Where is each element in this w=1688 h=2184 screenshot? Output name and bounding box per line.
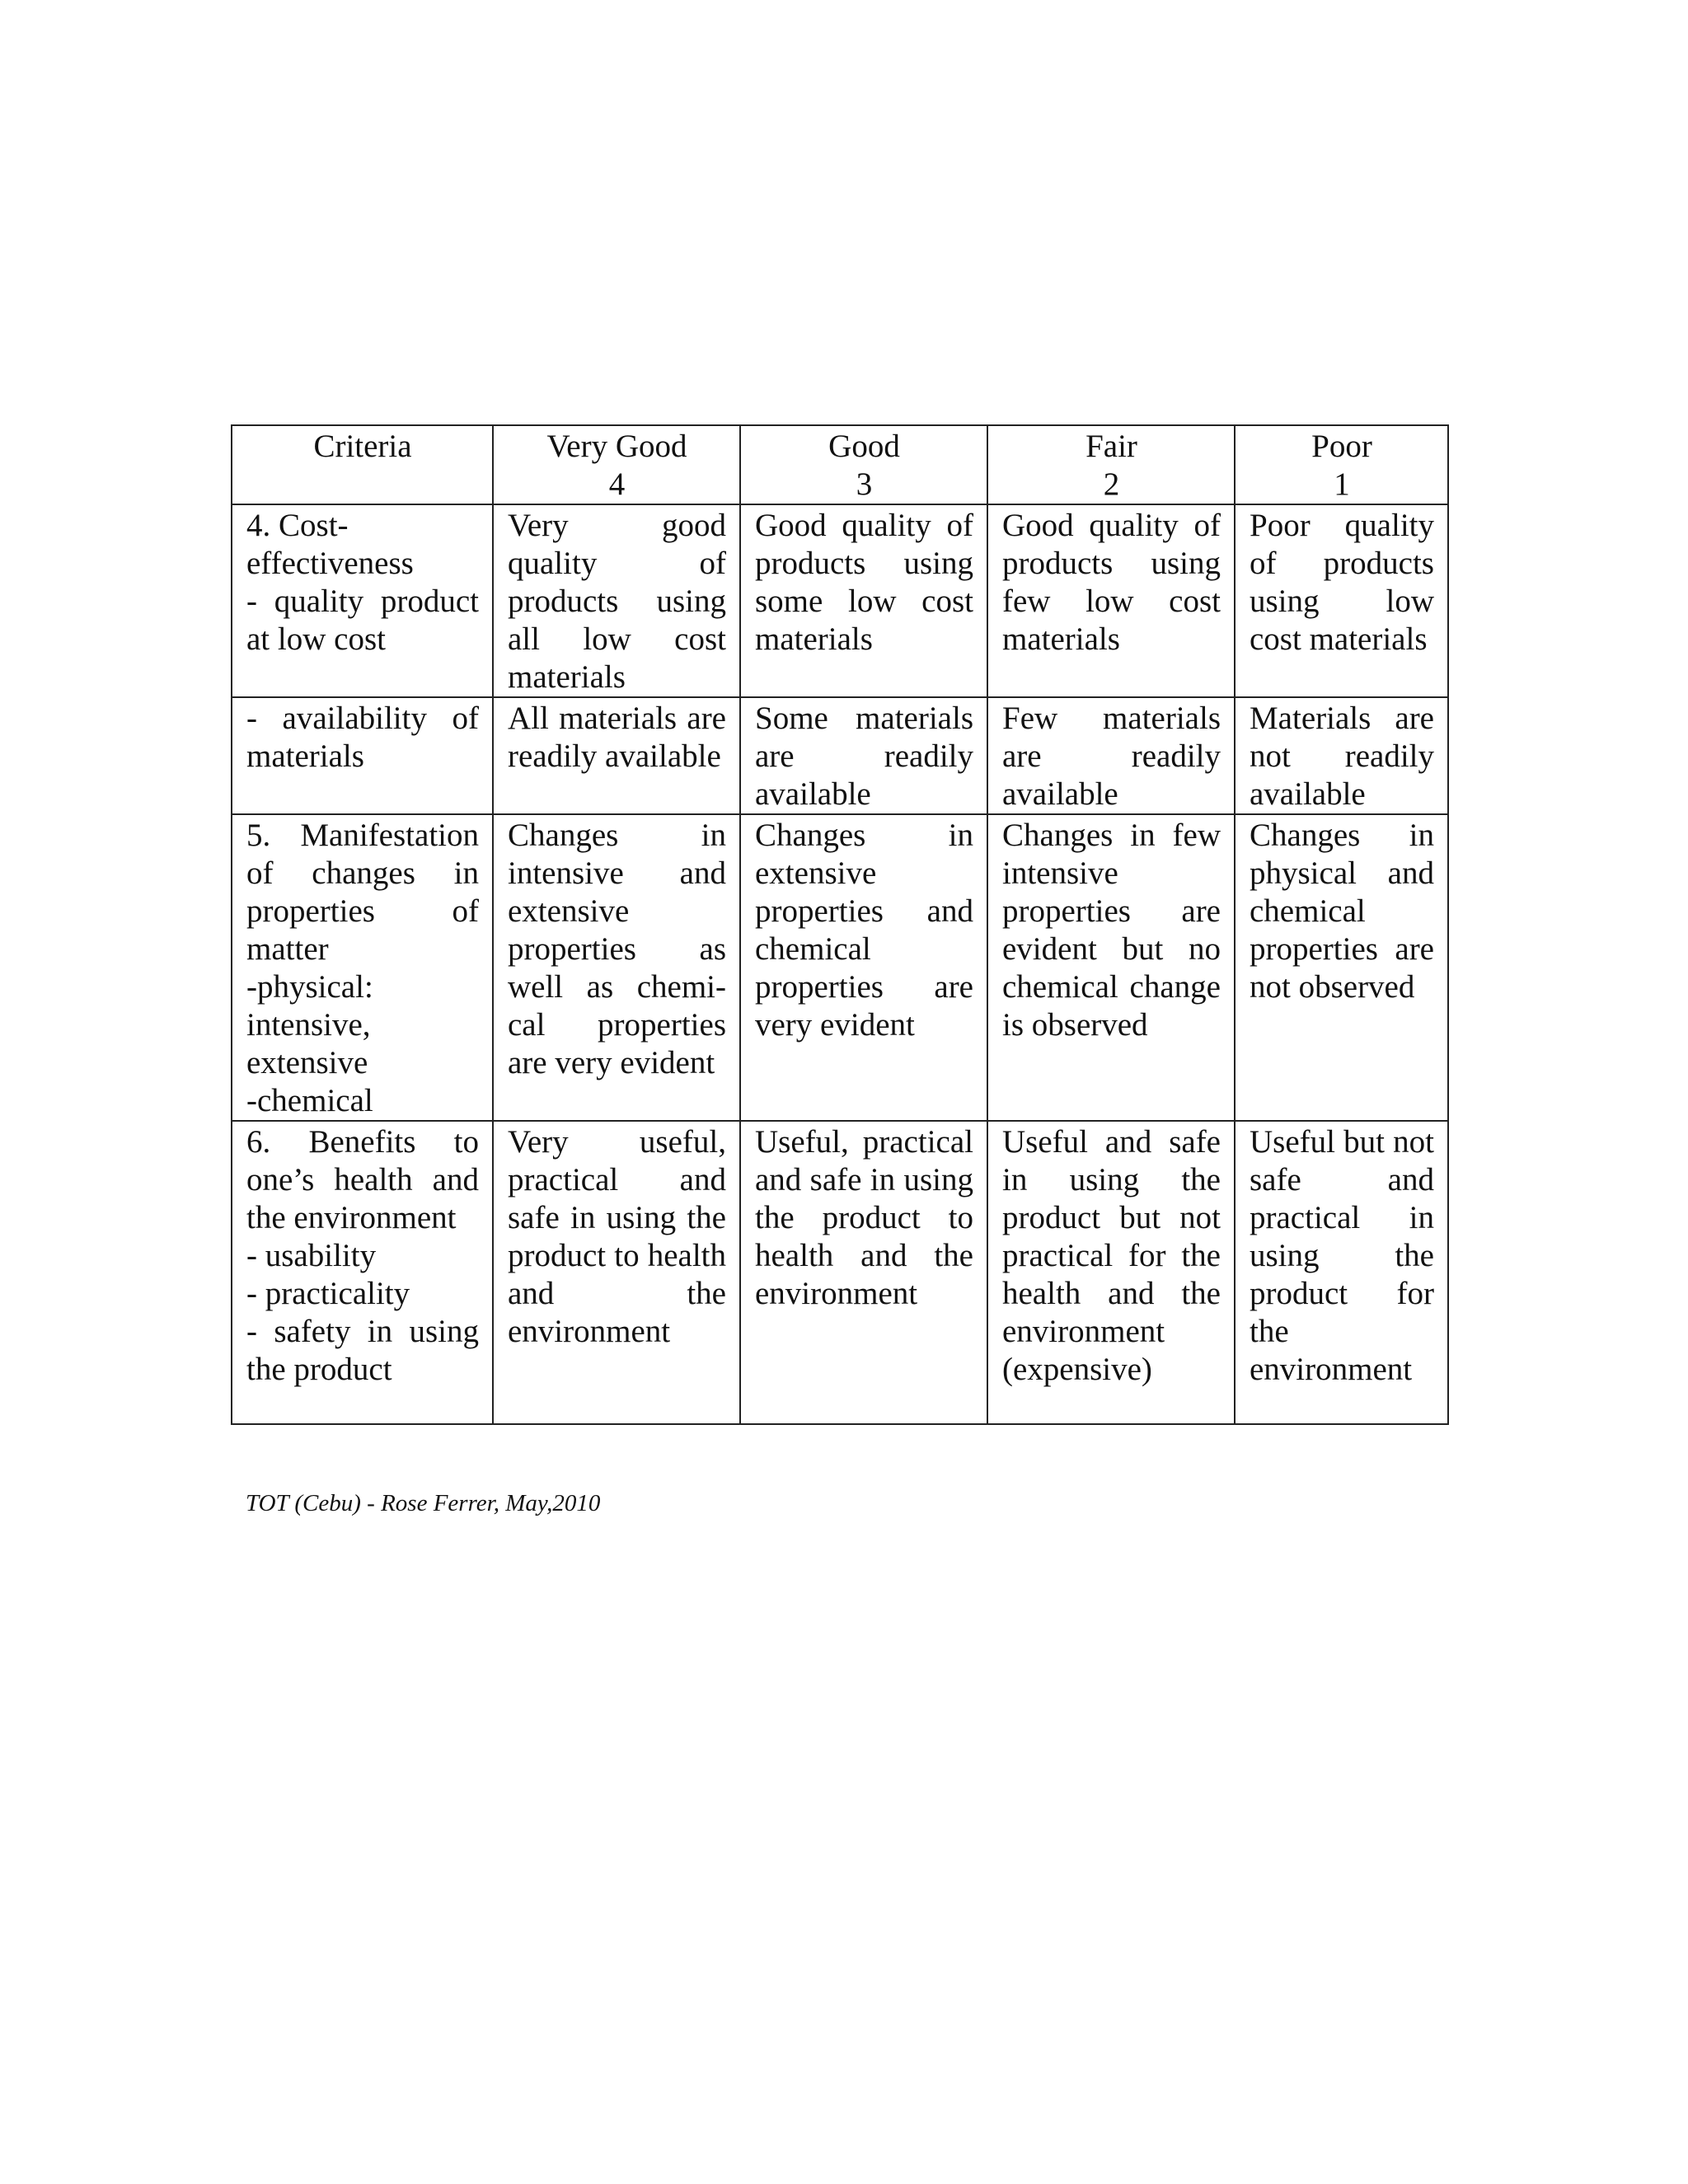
header-label: Poor: [1311, 429, 1372, 464]
header-label: Criteria: [313, 429, 412, 464]
header-poor: [1235, 425, 1448, 504]
header-fair: [987, 425, 1235, 504]
criteria-line: - practicality: [246, 1276, 410, 1311]
criteria-line: 5. Manifestation of changes in properties of matter: [246, 818, 479, 967]
fair-cell: Good quality of products using few low cost materials: [987, 504, 1235, 697]
criteria-line: 4. Cost-: [246, 508, 349, 543]
criteria-cell: [232, 504, 493, 697]
footer-note: TOT (Cebu) - Rose Ferrer, May,2010: [246, 1490, 601, 1516]
good-cell: Useful, practical and safe in using the product to health and the environment: [740, 1121, 987, 1424]
header-label: Very Good: [546, 429, 687, 464]
fair-cell: Useful and safe in using the product but not practical for the health and the environment (expensive): [987, 1121, 1235, 1424]
header-label: Fair: [1085, 429, 1137, 464]
poor-cell: Materials are not readily available: [1235, 697, 1448, 814]
very-good-cell: Very good quality of products using all low cost materials: [493, 504, 740, 697]
criteria-line: 6. Benefits to one’s health and the environment: [246, 1124, 479, 1235]
table-row: [232, 697, 1448, 814]
poor-cell: Changes in physical and chemical properties are not observed: [1235, 814, 1448, 1121]
criteria-line: - usability: [246, 1238, 377, 1273]
poor-cell: Poor quality of products using low cost materials: [1235, 504, 1448, 697]
criteria-cell: [232, 814, 493, 1121]
criteria-line: extensive: [246, 1045, 368, 1080]
header-label: Good: [828, 429, 900, 464]
header-score: 2: [1103, 466, 1120, 502]
criteria-line: -chemical: [246, 1083, 373, 1118]
good-cell: Changes in extensive properties and chemical properties are very evident: [740, 814, 987, 1121]
criteria-line: effectiveness: [246, 546, 414, 581]
criteria-cell: [232, 1121, 493, 1424]
header-very-good: [493, 425, 740, 504]
very-good-cell: Changes in intensive and extensive properties as well as chemi-cal properties are very evident: [493, 814, 740, 1121]
fair-cell: Few materials are readily available: [987, 697, 1235, 814]
very-good-cell: All materials are readily available: [493, 697, 740, 814]
good-cell: Good quality of products using some low cost materials: [740, 504, 987, 697]
header-row: [232, 425, 1448, 504]
header-score: 3: [856, 466, 873, 502]
table-row: [232, 1121, 1448, 1424]
poor-cell: Useful but not safe and practical in using the product for the environment: [1235, 1121, 1448, 1424]
header-score: 1: [1334, 466, 1350, 502]
criteria-line: intensive,: [246, 1007, 371, 1043]
header-criteria: [232, 425, 493, 504]
good-cell: Some materials are readily available: [740, 697, 987, 814]
criteria-line: - availability of materials: [246, 701, 479, 774]
fair-cell: Changes in few intensive properties are evident but no chemical change is observed: [987, 814, 1235, 1121]
rubric-table: [231, 424, 1449, 1425]
criteria-cell: [232, 697, 493, 814]
criteria-line: -physical:: [246, 969, 373, 1005]
criteria-line: - safety in using the product: [246, 1314, 479, 1387]
very-good-cell: Very useful, practical and safe in using the product to health and the environment: [493, 1121, 740, 1424]
header-good: [740, 425, 987, 504]
criteria-line: - quality product at low cost: [246, 583, 479, 657]
header-score: 4: [608, 466, 626, 502]
table-row: [232, 504, 1448, 697]
table-row: [232, 814, 1448, 1121]
